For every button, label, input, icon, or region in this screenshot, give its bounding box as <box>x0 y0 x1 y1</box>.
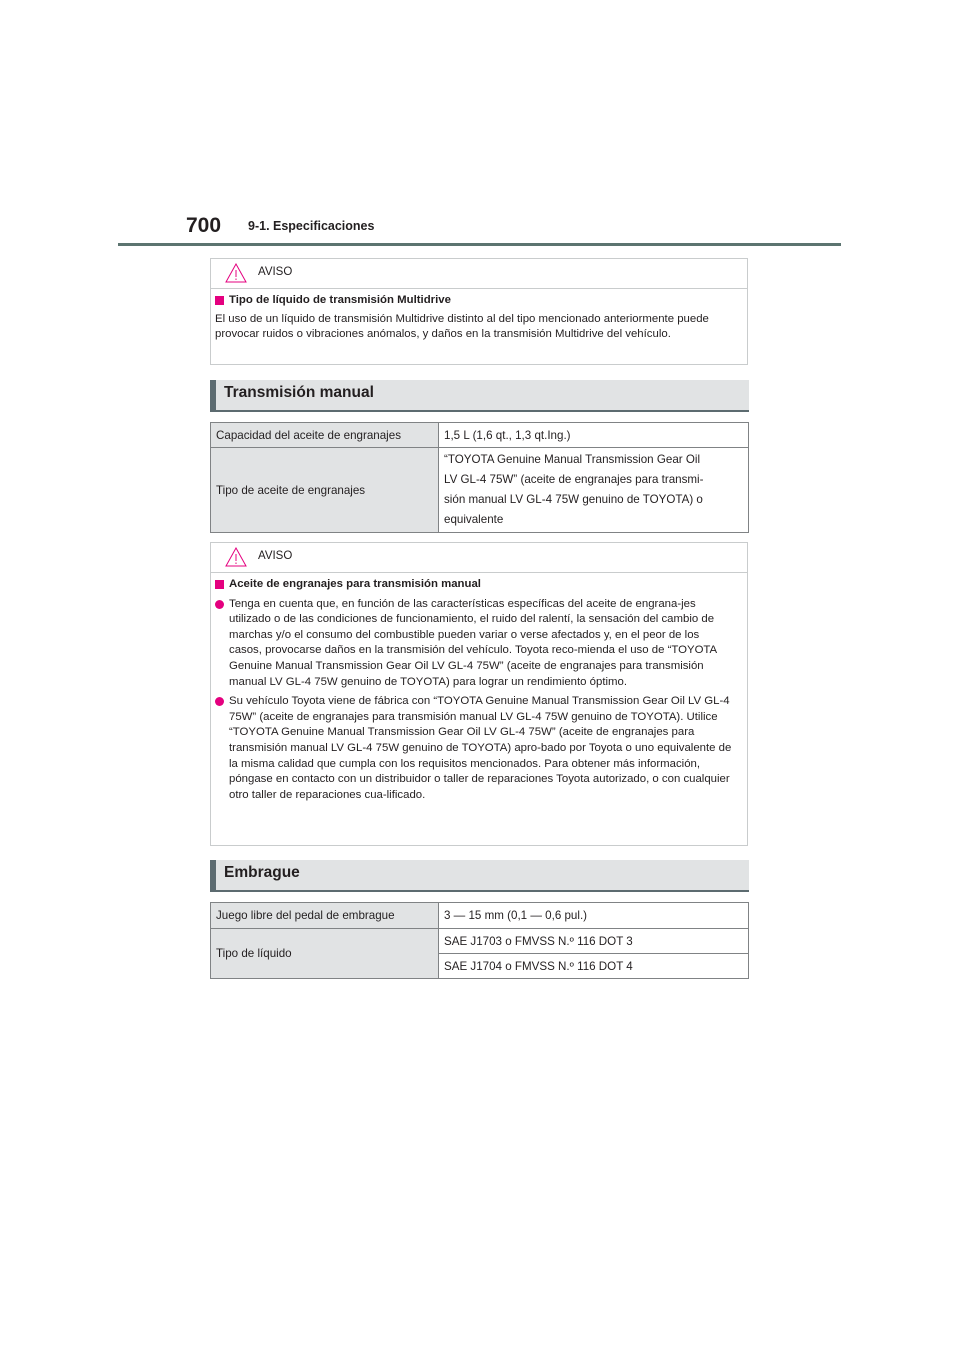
table-value-cell: 1,5 L (1,6 qt., 1,3 qt.Ing.) <box>439 423 749 448</box>
manual-transmission-table <box>210 422 749 533</box>
section-title: 9-1. Especificaciones <box>248 219 375 233</box>
table-value-cell: 3 — 15 mm (0,1 — 0,6 pul.) <box>439 903 749 929</box>
value-line: equivalente <box>444 513 504 526</box>
warning-label: AVISO <box>258 550 293 562</box>
table-label-cell: Tipo de líquido <box>211 929 439 979</box>
section-band-manual-transmission <box>210 380 749 412</box>
section-heading: Embrague <box>224 864 300 881</box>
header-rule <box>118 243 841 246</box>
warning-triangle-icon <box>225 547 247 567</box>
list-item <box>215 597 733 691</box>
warning-header <box>211 259 747 289</box>
warning-body <box>211 573 747 811</box>
warning-subheading <box>215 293 733 309</box>
table-row <box>211 929 749 954</box>
warning-body <box>211 289 747 351</box>
value-line: “TOYOTA Genuine Manual Transmission Gear Oil <box>444 453 701 466</box>
value-line: LV GL-4 75W” (aceite de engranajes para transmi- <box>444 473 704 486</box>
list-item-text: Tenga en cuenta que, en función de las características específicas del aceite de engrana-jes utilizado o de las condiciones de funcionamiento, el ruido del ralentí, la sensación del cambio de marchas y/o el consumo del combustible pueden variar o verse afectados y, en el peor de los casos, provocarse daños en la transmisión del vehículo. Toyota reco-mienda el uso de “TOYOTA Genuine Manual Transmission Gear Oil LV GL-4 75W” (aceite de engranajes para transmisión manual LV GL-4 75W genuino de TOYOTA) para lograr un rendimiento óptimo. <box>229 597 717 688</box>
list-item <box>215 694 733 803</box>
list-item-text: Su vehículo Toyota viene de fábrica con “TOYOTA Genuine Manual Transmission Gear Oil LV GL-4 75W” (aceite de engranajes para transmisión manual LV GL-4 75W genuino de TOYOTA). Utilice “TOYOTA Genuine Manual Transmission Gear Oil LV GL-4 75W” (aceite de engranajes para transmisión manual LV GL-4 75W genuino de TOYOTA) apro-bado por Toyota o uno equivalente de la misma calidad que cumpla con los requisitos mencionados. Para obtener más información, póngase en contacto con un distribuidor o taller de reparaciones Toyota autorizado, o con cualquier otro taller de reparaciones cua-lificado. <box>229 695 732 801</box>
warning-subheading <box>215 577 733 593</box>
warning-label: AVISO <box>258 266 293 278</box>
warning-triangle-icon <box>225 263 247 283</box>
table-label-cell: Juego libre del pedal de embrague <box>211 903 439 929</box>
table-value-cell <box>439 448 749 533</box>
warning-box-gear-oil <box>210 542 748 846</box>
circle-bullet-icon <box>215 697 224 706</box>
square-bullet-icon <box>215 296 224 305</box>
table-row <box>211 903 749 929</box>
warning-header <box>211 543 747 573</box>
page-number: 700 <box>186 214 222 237</box>
value-line: sión manual LV GL-4 75W genuino de TOYOTA) o <box>444 493 703 506</box>
circle-bullet-icon <box>215 600 224 609</box>
square-bullet-icon <box>215 580 224 589</box>
warning-box-multidrive <box>210 258 748 365</box>
clutch-table <box>210 902 749 979</box>
warning-text: El uso de un líquido de transmisión Multidrive distinto al del tipo mencionado anteriormente puede provocar ruidos o vibraciones anómalos, y daños en la transmisión Multidrive del vehículo. <box>215 312 709 341</box>
table-value-cell: SAE J1704 o FMVSS N.º 116 DOT 4 <box>439 954 749 979</box>
table-label-cell: Tipo de aceite de engranajes <box>211 448 439 533</box>
table-value-cell: SAE J1703 o FMVSS N.º 116 DOT 3 <box>439 929 749 954</box>
warning-subheading-text: Aceite de engranajes para transmisión manual <box>229 578 481 590</box>
warning-subheading-text: Tipo de líquido de transmisión Multidrive <box>229 294 451 306</box>
table-row <box>211 423 749 448</box>
section-heading: Transmisión manual <box>224 384 374 401</box>
section-band-clutch <box>210 860 749 892</box>
table-label-cell: Capacidad del aceite de engranajes <box>211 423 439 448</box>
table-row <box>211 448 749 533</box>
